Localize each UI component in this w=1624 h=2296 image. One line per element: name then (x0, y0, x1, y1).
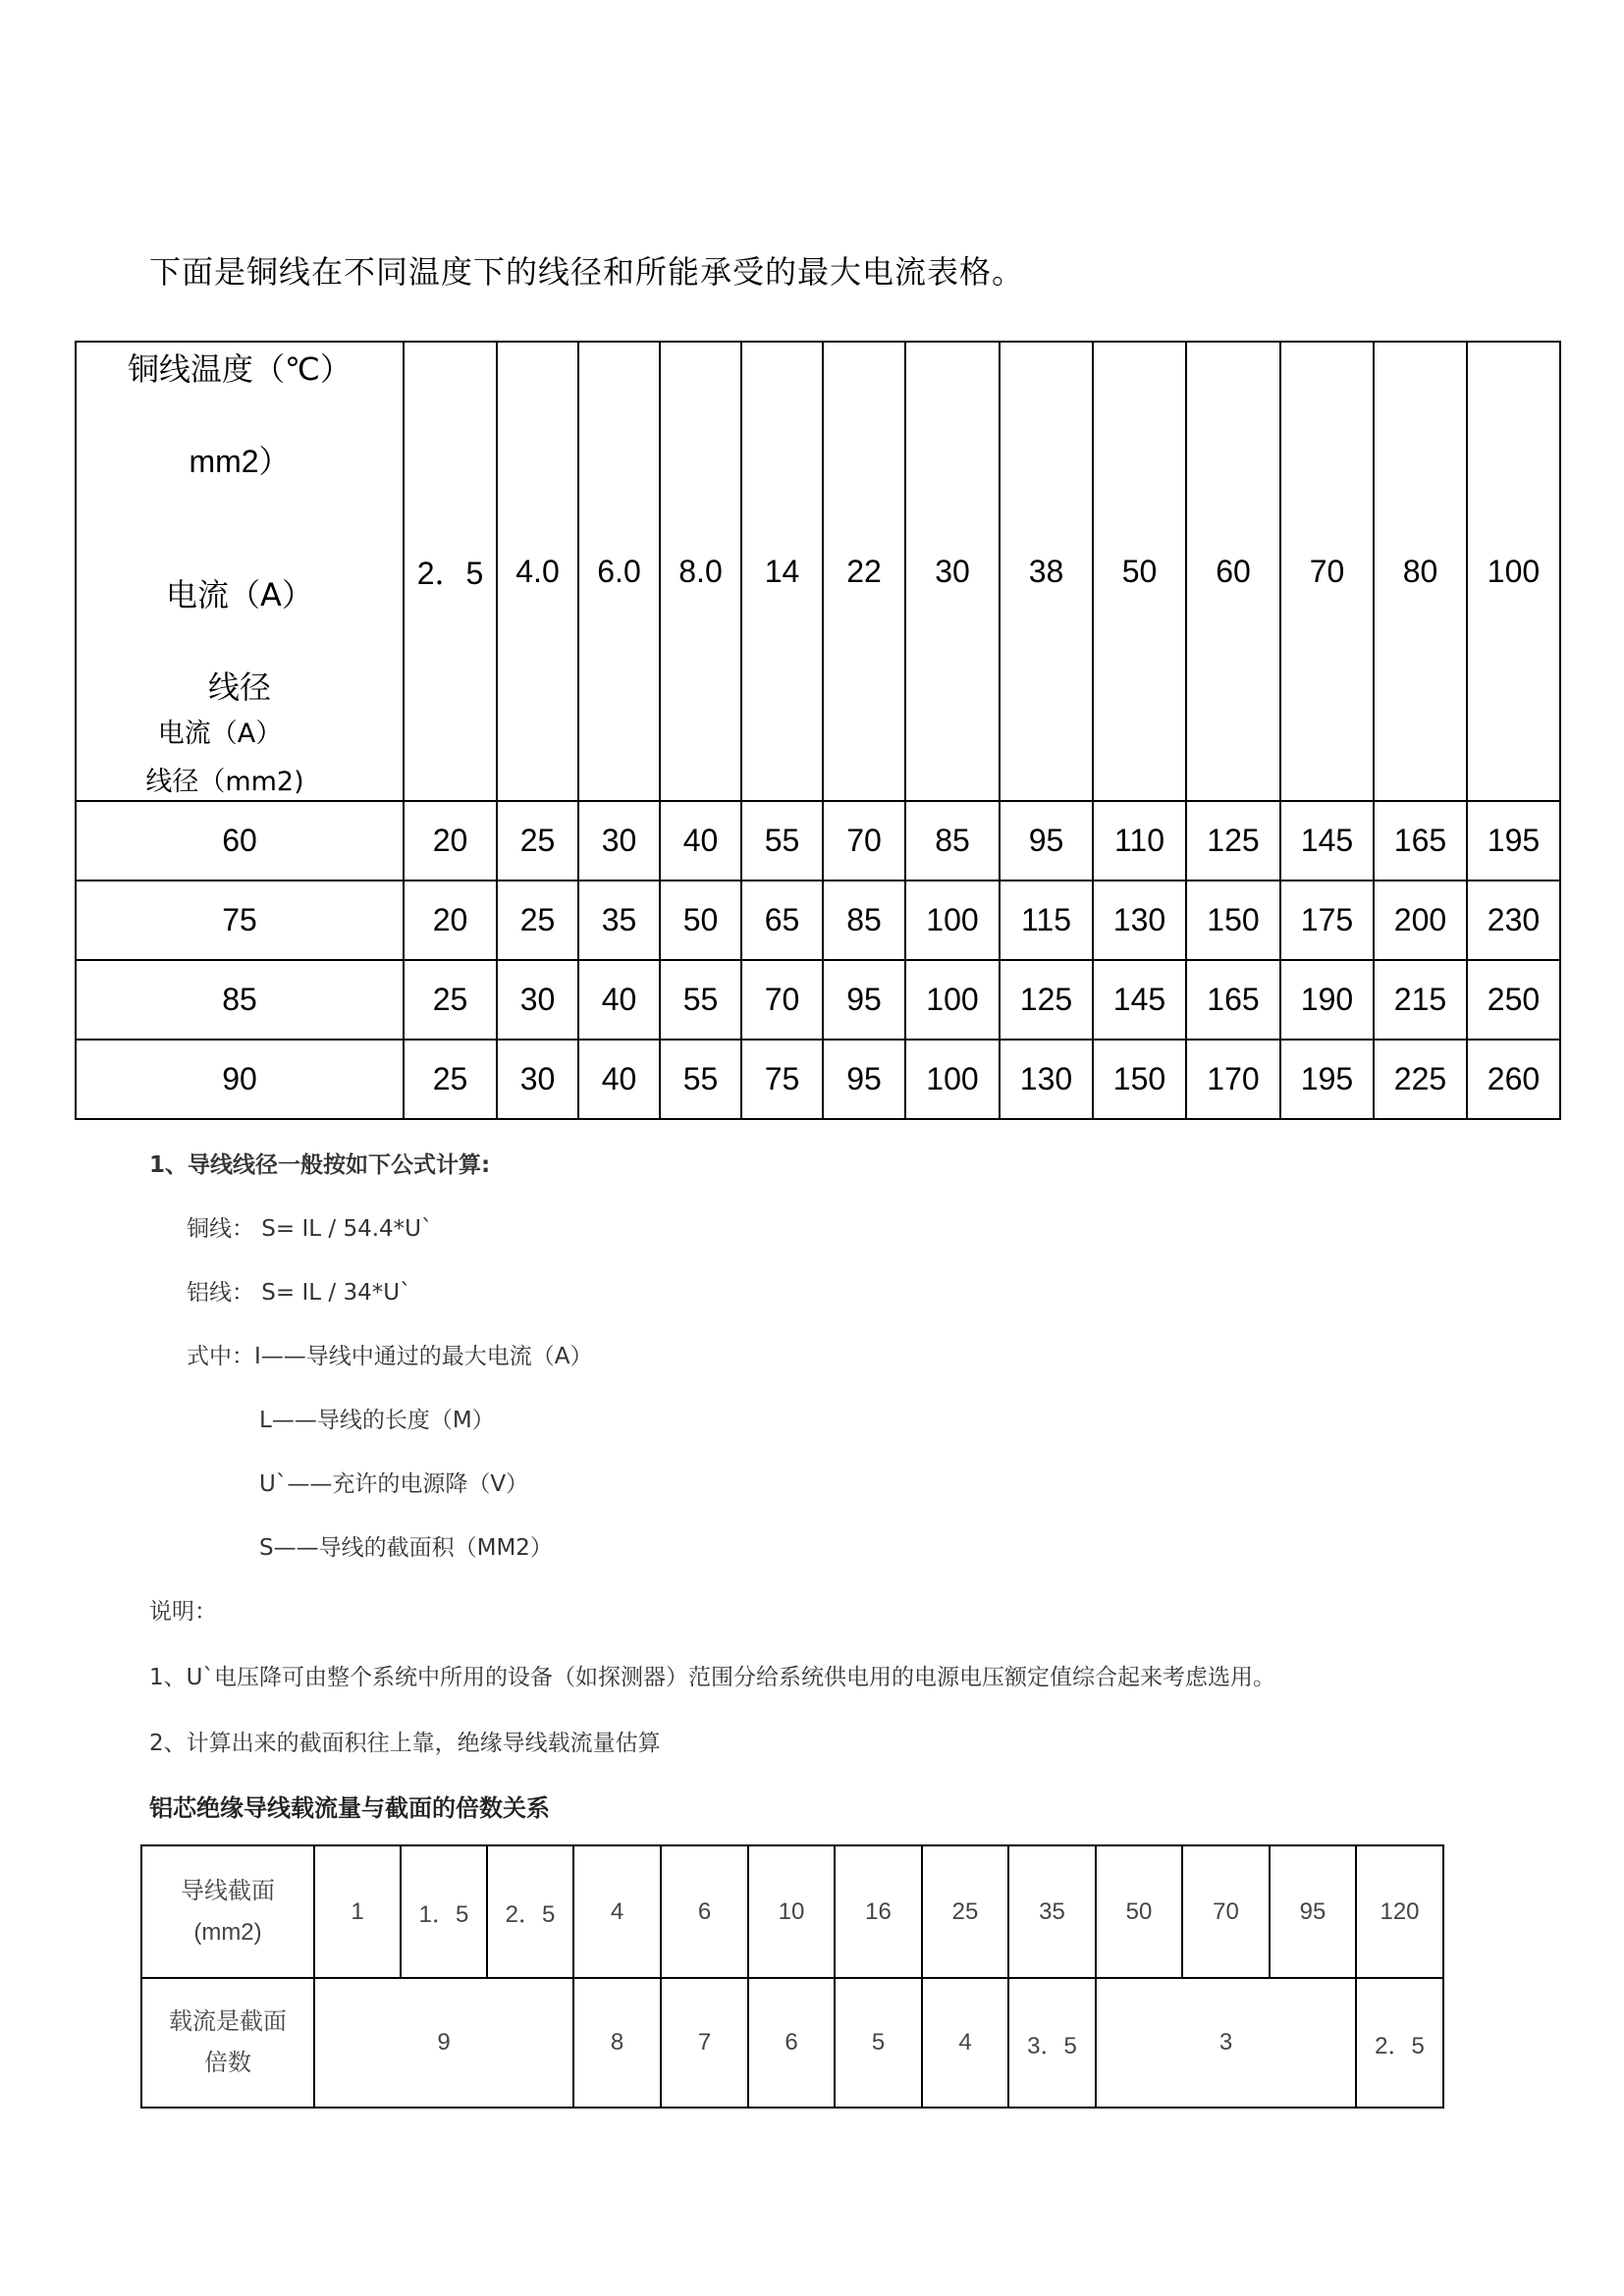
section-cell: 1．5 (401, 1845, 487, 1978)
multiple-label: 载流是截面 (169, 2008, 287, 2035)
section-cell: 120 (1356, 1845, 1443, 1978)
section-cell: 1 (314, 1845, 401, 1978)
size-cell: 80 (1374, 342, 1467, 801)
size-cell: 4.0 (497, 342, 578, 801)
value-cell: 100 (905, 1040, 1000, 1119)
multiple-cell: 5 (835, 1978, 922, 2108)
value-cell: 50 (660, 881, 741, 960)
size-cell: 14 (741, 342, 823, 801)
table2-title: 铝芯绝缘导线载流量与截面的倍数关系 (149, 1794, 550, 1822)
value-cell: 145 (1280, 801, 1374, 881)
header-unit-label: mm2） (189, 444, 291, 479)
header-current-label-small: 电流（A） (157, 719, 283, 749)
multiple-label-2: 倍数 (204, 2050, 251, 2076)
value-cell: 95 (1000, 801, 1093, 881)
formula-where-I: 式中：I——导线中通过的最大电流（A） (187, 1344, 593, 1369)
section-cell: 70 (1182, 1845, 1270, 1978)
multiple-cell: 7 (661, 1978, 748, 2108)
value-cell: 110 (1093, 801, 1186, 881)
section-label-cell (141, 1845, 314, 1978)
explain-1: 1、U`电压降可由整个系统中所用的设备（如探测器）范围分给系统供电用的电源电压额定值综合起来考虑选用。 (149, 1665, 1275, 1690)
section-cell: 2．5 (487, 1845, 573, 1978)
formula-title: 1、导线线径一般按如下公式计算: (149, 1152, 491, 1178)
explain-2: 2、计算出来的截面积往上靠，绝缘导线载流量估算 (149, 1731, 661, 1756)
value-cell: 250 (1467, 960, 1560, 1040)
value-cell: 30 (497, 1040, 578, 1119)
value-cell: 55 (741, 801, 823, 881)
header-label-cell (76, 342, 404, 801)
section-cell: 6 (661, 1845, 748, 1978)
multiple-cell: 8 (573, 1978, 661, 2108)
copper-formula: 铜线： S= IL / 54.4*U` (187, 1216, 433, 1242)
value-cell: 175 (1280, 881, 1374, 960)
table-header-row (76, 342, 1560, 801)
header-current-label: 电流（A） (166, 576, 313, 614)
value-cell: 230 (1467, 881, 1560, 960)
value-cell: 25 (497, 801, 578, 881)
section-cell: 35 (1008, 1845, 1096, 1978)
value-cell: 215 (1374, 960, 1467, 1040)
value-cell: 225 (1374, 1040, 1467, 1119)
value-cell: 195 (1280, 1040, 1374, 1119)
multiple-cell: 2．5 (1356, 1978, 1443, 2108)
value-cell: 115 (1000, 881, 1093, 960)
size-cell: 38 (1000, 342, 1093, 801)
multiple-cell: 6 (748, 1978, 835, 2108)
multiple-cell: 3 (1096, 1978, 1356, 2108)
value-cell: 145 (1093, 960, 1186, 1040)
size-cell: 50 (1093, 342, 1186, 801)
size-cell: 100 (1467, 342, 1560, 801)
value-cell: 165 (1374, 801, 1467, 881)
value-cell: 20 (404, 881, 497, 960)
value-cell: 170 (1186, 1040, 1280, 1119)
multiple-label-cell (141, 1978, 314, 2108)
formula-where-L: L——导线的长度（M） (259, 1408, 495, 1433)
section-cell: 50 (1096, 1845, 1182, 1978)
size-cell: 60 (1186, 342, 1280, 801)
value-cell: 40 (660, 801, 741, 881)
aluminum-multiple-table (140, 1844, 1444, 2109)
table-row (141, 1845, 1443, 1978)
value-cell: 40 (578, 1040, 660, 1119)
multiple-cell: 9 (314, 1978, 573, 2108)
value-cell: 35 (578, 881, 660, 960)
size-cell: 8.0 (660, 342, 741, 801)
value-cell: 55 (660, 1040, 741, 1119)
section-label: 导线截面 (181, 1877, 275, 1904)
section-unit-label: (mm2) (193, 1918, 262, 1946)
multiple-cell: 3．5 (1008, 1978, 1096, 2108)
value-cell: 165 (1186, 960, 1280, 1040)
value-cell: 25 (404, 1040, 497, 1119)
temp-cell: 75 (76, 881, 404, 960)
value-cell: 100 (905, 881, 1000, 960)
section-cell: 25 (922, 1845, 1008, 1978)
value-cell: 95 (823, 960, 905, 1040)
size-cell: 6.0 (578, 342, 660, 801)
header-diameter-label: 线径 (207, 668, 271, 706)
value-cell: 200 (1374, 881, 1467, 960)
table-row (76, 801, 1560, 881)
size-cell: 2．5 (404, 342, 497, 801)
explain-title: 说明： (149, 1599, 217, 1625)
temp-cell: 85 (76, 960, 404, 1040)
intro-text: 下面是铜线在不同温度下的线径和所能承受的最大电流表格。 (149, 253, 1025, 291)
value-cell: 125 (1186, 801, 1280, 881)
value-cell: 55 (660, 960, 741, 1040)
table-row (76, 960, 1560, 1040)
formula-where-S: S——导线的截面积（MM2） (259, 1535, 553, 1561)
value-cell: 40 (578, 960, 660, 1040)
value-cell: 260 (1467, 1040, 1560, 1119)
value-cell: 85 (905, 801, 1000, 881)
value-cell: 195 (1467, 801, 1560, 881)
value-cell: 130 (1000, 1040, 1093, 1119)
value-cell: 85 (823, 881, 905, 960)
table-row (141, 1978, 1443, 2108)
value-cell: 75 (741, 1040, 823, 1119)
value-cell: 30 (578, 801, 660, 881)
value-cell: 25 (497, 881, 578, 960)
size-cell: 22 (823, 342, 905, 801)
section-cell: 10 (748, 1845, 835, 1978)
value-cell: 190 (1280, 960, 1374, 1040)
temp-cell: 60 (76, 801, 404, 881)
value-cell: 130 (1093, 881, 1186, 960)
header-diameter-label-small: 线径（mm2) (145, 767, 304, 797)
multiple-cell: 4 (922, 1978, 1008, 2108)
value-cell: 100 (905, 960, 1000, 1040)
value-cell: 125 (1000, 960, 1093, 1040)
value-cell: 150 (1093, 1040, 1186, 1119)
header-temp-label: 铜线温度（℃） (128, 350, 352, 388)
temp-cell: 90 (76, 1040, 404, 1119)
copper-current-table (75, 341, 1561, 1120)
table-row (76, 1040, 1560, 1119)
aluminum-formula: 铝线： S= IL / 34*U` (187, 1280, 411, 1306)
formula-where-U: U`——充许的电源降（V） (259, 1471, 529, 1497)
value-cell: 150 (1186, 881, 1280, 960)
value-cell: 25 (404, 960, 497, 1040)
section-cell: 16 (835, 1845, 922, 1978)
value-cell: 30 (497, 960, 578, 1040)
value-cell: 70 (741, 960, 823, 1040)
value-cell: 70 (823, 801, 905, 881)
size-cell: 70 (1280, 342, 1374, 801)
value-cell: 65 (741, 881, 823, 960)
value-cell: 20 (404, 801, 497, 881)
section-cell: 4 (573, 1845, 661, 1978)
section-cell: 95 (1270, 1845, 1356, 1978)
size-cell: 30 (905, 342, 1000, 801)
value-cell: 95 (823, 1040, 905, 1119)
table-row (76, 881, 1560, 960)
